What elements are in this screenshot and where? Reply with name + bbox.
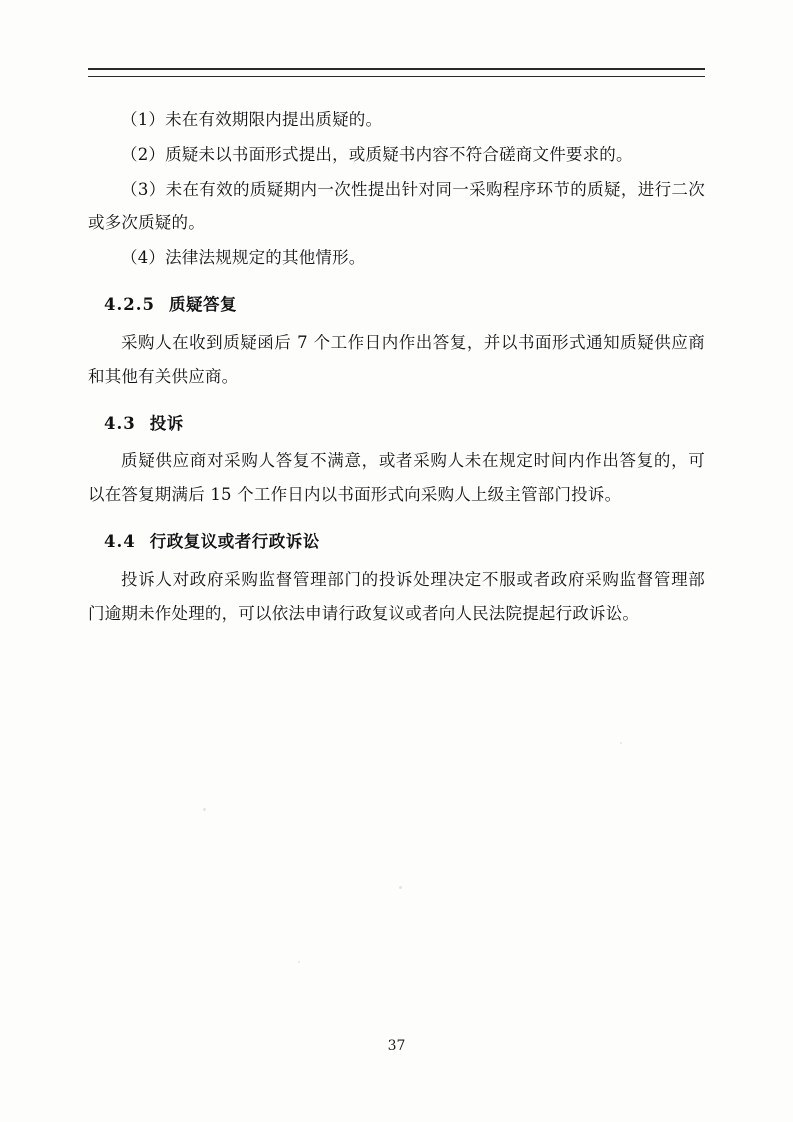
page-number: 37 bbox=[387, 1038, 406, 1054]
body-text bbox=[88, 103, 705, 630]
section-heading-4-4 bbox=[88, 525, 705, 559]
page-content bbox=[88, 68, 705, 631]
scan-speck bbox=[620, 742, 622, 744]
section-heading-4-3 bbox=[88, 407, 705, 441]
header-double-rule bbox=[88, 68, 705, 77]
section-number: 4.4 bbox=[104, 531, 136, 551]
section-title: 行政复议或者行政诉讼 bbox=[149, 531, 320, 551]
list-item: （3）未在有效的质疑期内一次性提出针对同一采购程序环节的质疑，进行二次或多次质疑的。 bbox=[88, 179, 705, 233]
list-item: （4）法律法规规定的其他情形。 bbox=[121, 248, 366, 268]
section-paragraph: 质疑供应商对采购人答复不满意，或者采购人未在规定时间内作出答复的，可以在答复期满后 15 个工作日内以书面形式向采购人上级主管部门投诉。 bbox=[88, 451, 705, 505]
scan-speck bbox=[203, 808, 206, 811]
section-paragraph: 采购人在收到质疑函后 7 个工作日内作出答复，并以书面形式通知质疑供应商和其他有关供应商。 bbox=[88, 332, 705, 386]
list-item: （1）未在有效期限内提出质疑的。 bbox=[121, 110, 383, 129]
list-item: （2）质疑未以书面形式提出，或质疑书内容不符合磋商文件要求的。 bbox=[121, 144, 633, 164]
section-heading-4-2-5 bbox=[88, 288, 705, 322]
section-title: 投诉 bbox=[149, 413, 184, 433]
section-number: 4.3 bbox=[104, 413, 136, 433]
section-title: 质疑答复 bbox=[168, 295, 237, 315]
scan-speck bbox=[399, 886, 402, 889]
section-number: 4.2.5 bbox=[104, 295, 155, 315]
section-paragraph: 投诉人对政府采购监督管理部门的投诉处理决定不服或者政府采购监督管理部门逾期未作处理的，可以依法申请行政复议或者向人民法院提起行政诉讼。 bbox=[88, 569, 705, 623]
scan-speck bbox=[298, 961, 300, 963]
